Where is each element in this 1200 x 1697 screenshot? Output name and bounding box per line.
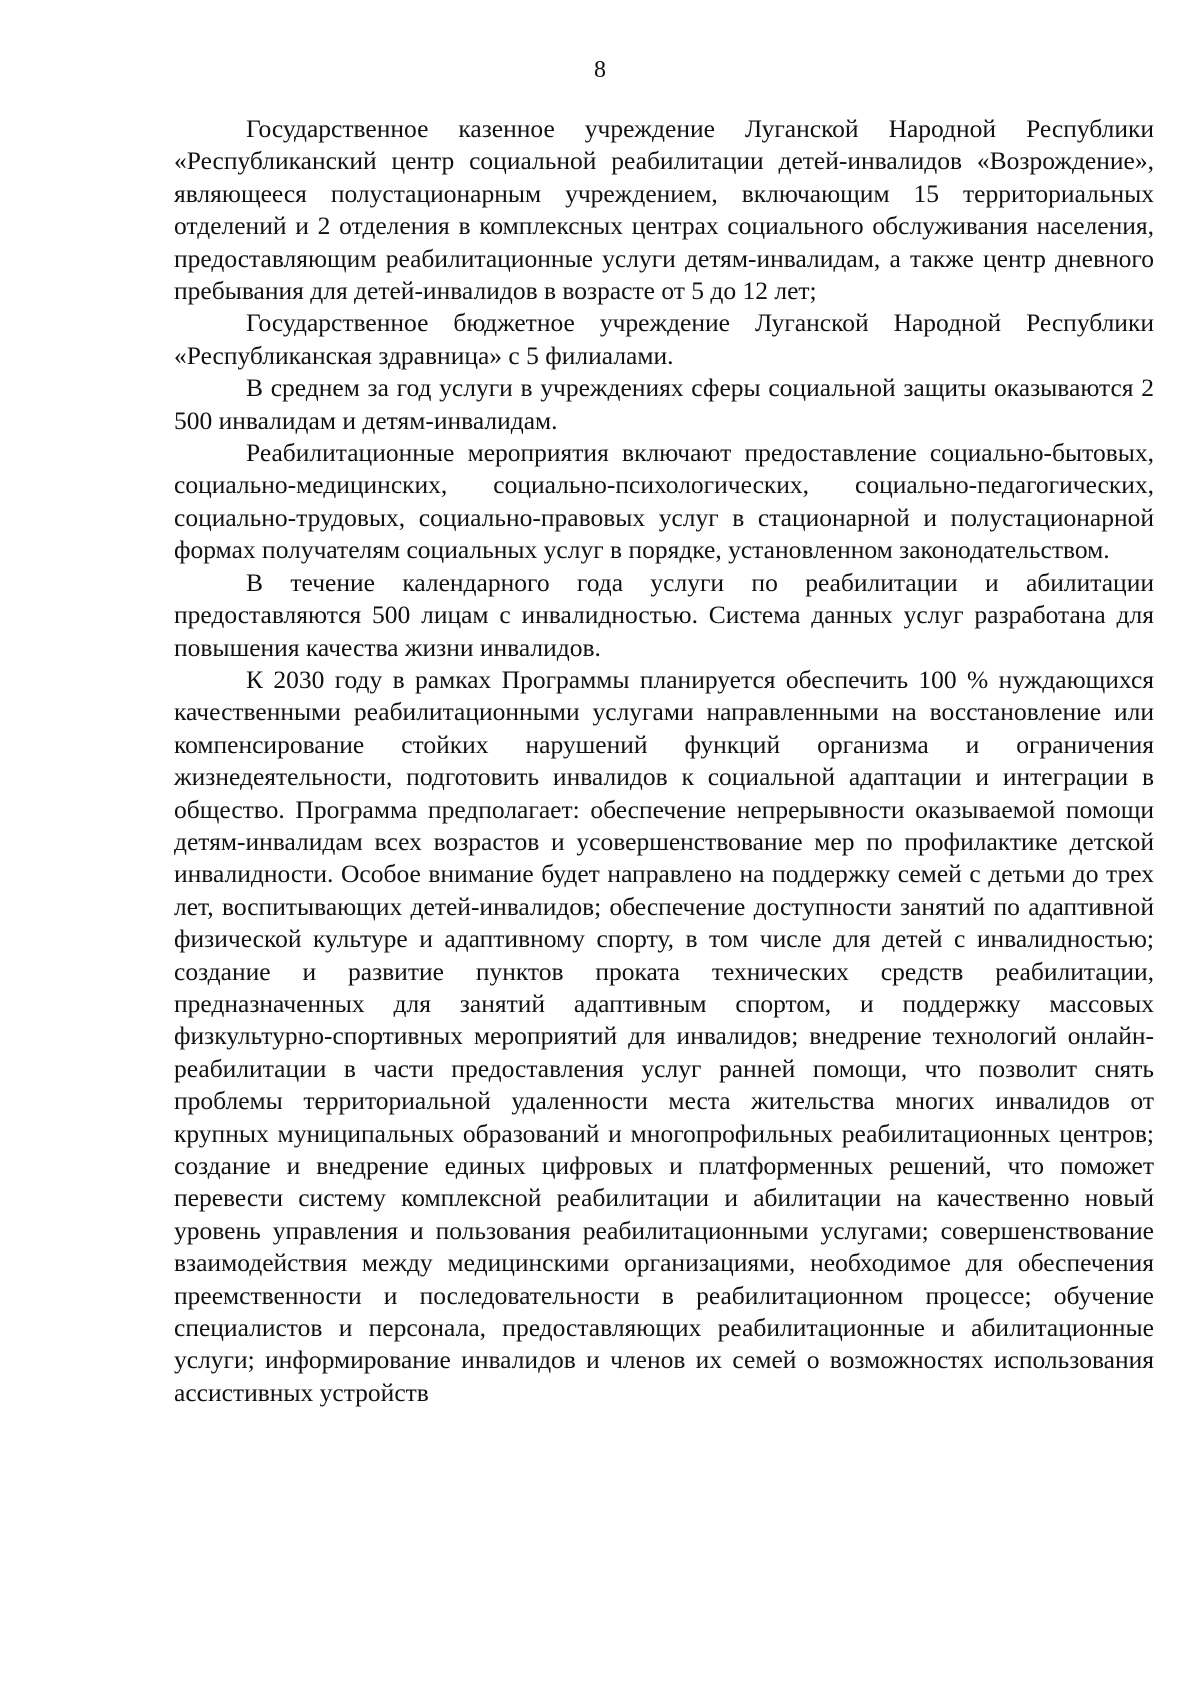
document-body: [174, 113, 1154, 1409]
paragraph-annual-service-count: В среднем за год услуги в учреждениях сферы социальной защиты оказываются 2 500 инвалидам и детям-инвалидам.: [174, 373, 1154, 435]
paragraph-institution-zdravnitsa: Государственное бюджетное учреждение Луганской Народной Республики «Республиканская здравница» с 5 филиалами.: [174, 308, 1154, 370]
paragraph-rehabilitation-habilitation: В течение календарного года услуги по реабилитации и абилитации предоставляются 500 лицам с инвалидностью. Система данных услуг разработана для повышения качества жизни инвалидов.: [174, 567, 1154, 662]
page-number: 8: [594, 57, 606, 83]
paragraph-rehabilitation-activities: Реабилитационные мероприятия включают предоставление социально-бытовых, социально-медицинских, социально-психологических, социально-педагогических, социально-трудовых, социально-правовых услуг в стационарной и полустационарной формах получателям социальных услуг в порядке, установленном законодательством.: [174, 438, 1154, 565]
paragraph-program-2030: К 2030 году в рамках Программы планируется обеспечить 100 % нуждающихся качественными реабилитационными услугами направленными на восстановление или компенсирование стойких нарушений функций организма и ограничения жизнедеятельности, подготовить инвалидов к социальной адаптации и интеграции в общество. Программа предполагает: обеспечение непрерывности оказываемой помощи детям-инвалидам всех возрастов и усовершенствование мер по профилактике детской инвалидности. Особое внимание будет направлено на поддержку семей с детьми до трех лет, воспитывающих детей-инвалидов; обеспечение доступности занятий по адаптивной физической культуре и адаптивному спорту, в том числе для детей с инвалидностью; создание и развитие пунктов проката технических средств реабилитации, предназначенных для занятий адаптивным спортом, и поддержку массовых физкультурно-спортивных мероприятий для инвалидов; внедрение технологий онлайн-реабилитации в части предоставления услуг ранней помощи, что позволит снять проблемы территориальной удаленности места жительства многих инвалидов от крупных муниципальных образований и многопрофильных реабилитационных центров; создание и внедрение единых цифровых и платформенных решений, что поможет перевести систему комплексной реабилитации и абилитации на качественно новый уровень управления и пользования реабилитационными услугами; совершенствование взаимодействия между медицинскими организациями, необходимое для обеспечения преемственности и последовательности в реабилитационном процессе; обучение специалистов и персонала, предоставляющих реабилитационные и абилитационные услуги; информирование инвалидов и членов их семей о возможностях использования ассистивных устройств: [174, 664, 1154, 1407]
paragraph-institution-vozrozhdenie: Государственное казенное учреждение Луганской Народной Республики «Республиканский центр социальной реабилитации детей-инвалидов «Возрождение», являющееся полустационарным учреждением, включающим 15 территориальных отделений и 2 отделения в комплексных центрах социального обслуживания населения, предоставляющим реабилитационные услуги детям-инвалидам, а также центр дневного пребывания для детей-инвалидов в возрасте от 5 до 12 лет;: [174, 114, 1154, 306]
